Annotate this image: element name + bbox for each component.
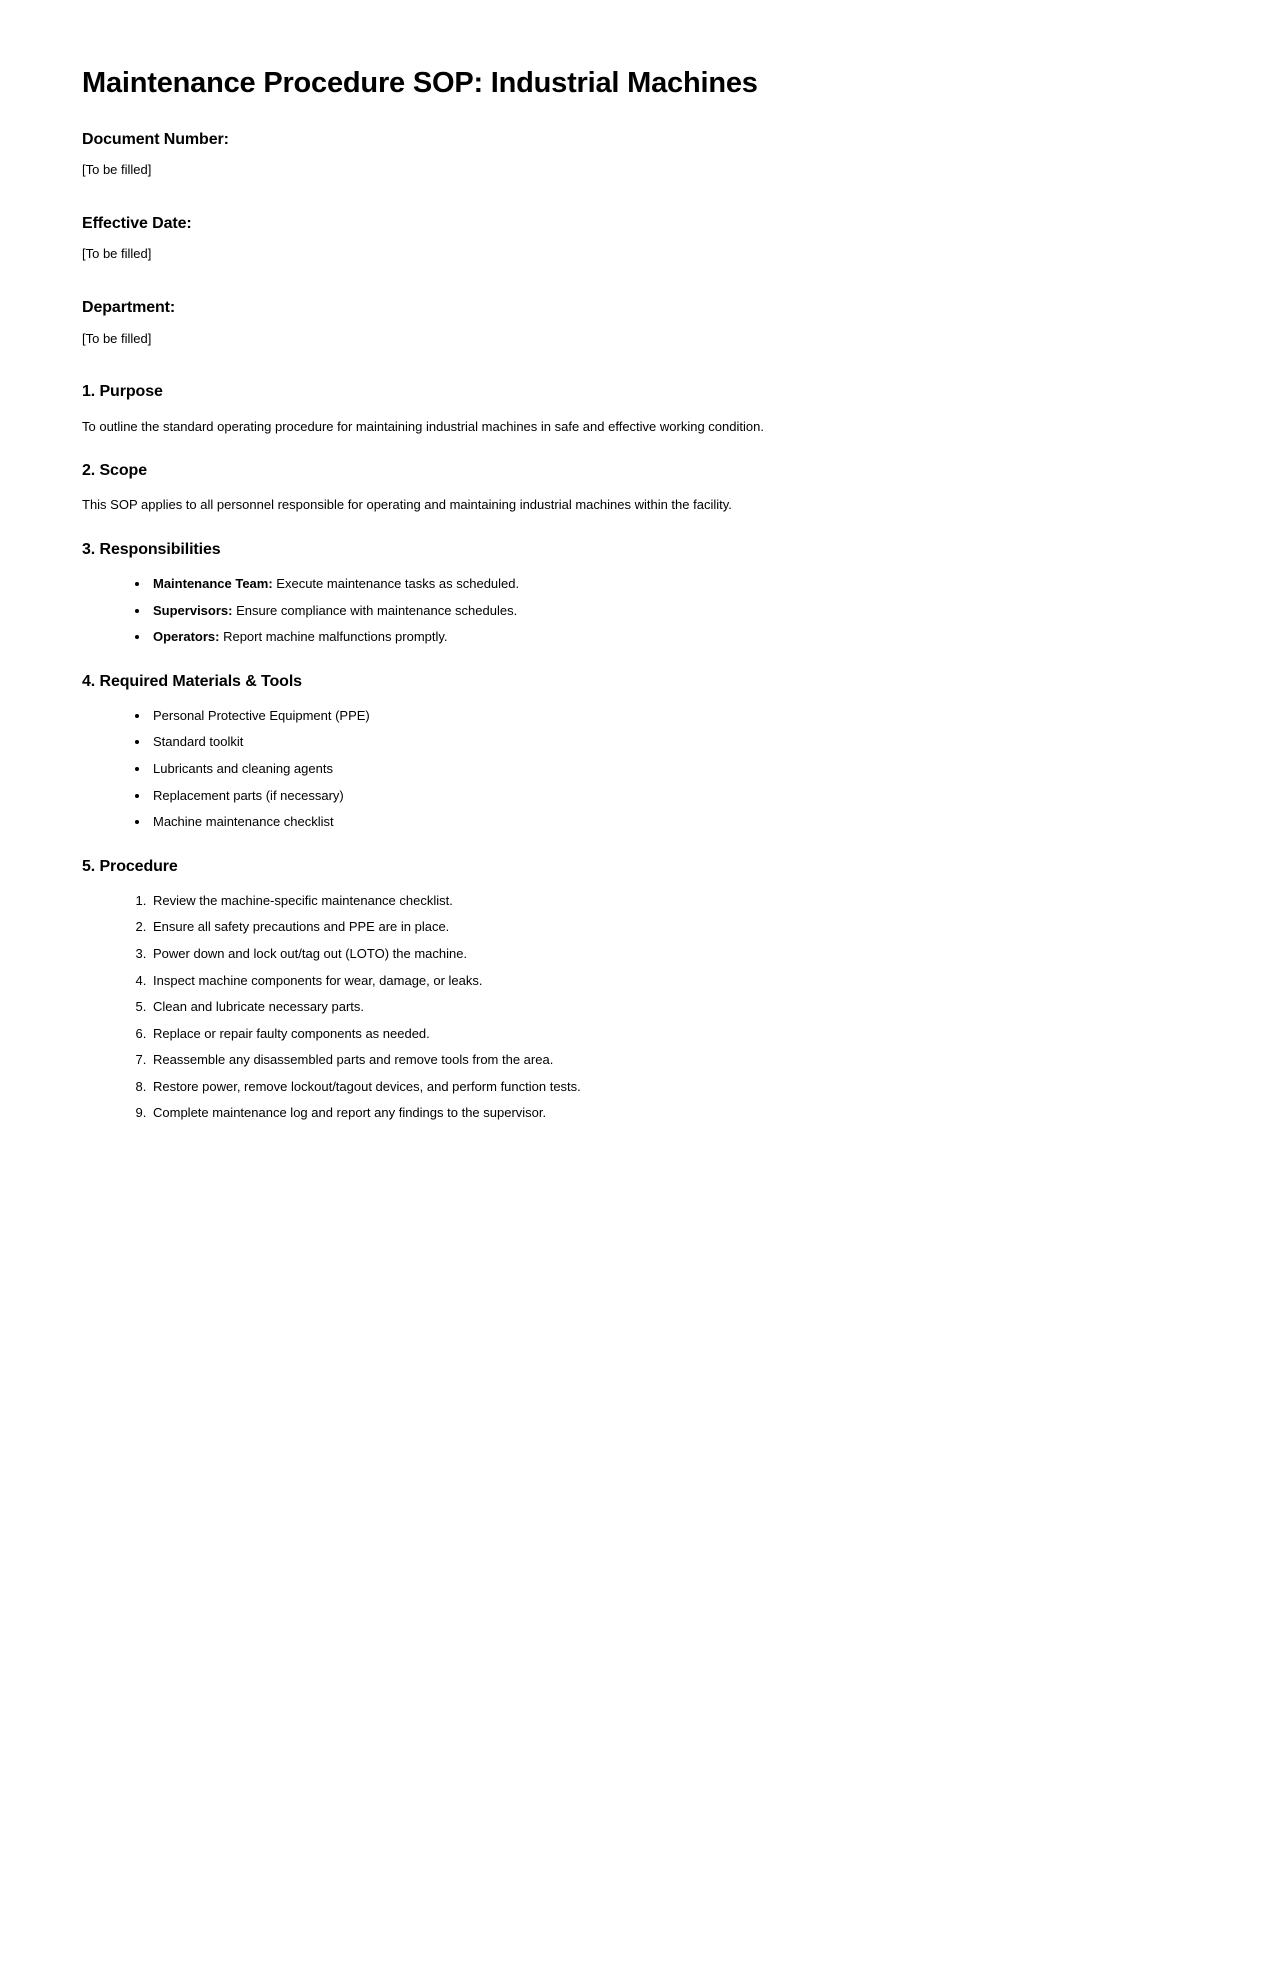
section-required-materials-tools xyxy=(82,672,1163,831)
list-item-text: Personal Protective Equipment (PPE) xyxy=(153,707,370,723)
page-whitespace xyxy=(82,1140,1163,1780)
metadata-label: Effective Date: xyxy=(82,215,192,233)
list-item-label: Maintenance Team: xyxy=(153,576,273,592)
responsibilities-list xyxy=(82,575,1163,646)
list-item xyxy=(150,575,1163,593)
list-item xyxy=(150,602,1163,620)
list-item: 2. Ensure all safety precautions and PPE are in place. xyxy=(150,918,1163,936)
list-item xyxy=(150,787,1163,805)
procedure-steps-list xyxy=(82,892,1163,1122)
list-item-label: Operators: xyxy=(153,629,220,645)
materials-tools-list xyxy=(82,707,1163,831)
list-item xyxy=(150,813,1163,831)
list-item xyxy=(150,733,1163,751)
list-item-label: Supervisors: xyxy=(153,602,233,618)
section-heading: 5. Procedure xyxy=(82,857,178,875)
list-item xyxy=(150,628,1163,646)
section-heading: 3. Responsibilities xyxy=(82,540,221,558)
list-item-text: Report machine malfunctions promptly. xyxy=(219,629,448,645)
section-purpose xyxy=(82,382,1163,435)
list-item: 8. Restore power, remove lockout/tagout devices, and perform function tests. xyxy=(150,1078,1163,1096)
metadata-field-document-number xyxy=(82,130,1163,179)
list-item-text: Machine maintenance checklist xyxy=(153,814,334,830)
list-item: 7. Reassemble any disassembled parts and remove tools from the area. xyxy=(150,1051,1163,1069)
list-item xyxy=(150,707,1163,725)
section-scope xyxy=(82,461,1163,514)
section-paragraph: This SOP applies to all personnel responsible for operating and maintaining industrial machines within the facility. xyxy=(82,497,732,513)
section-procedure xyxy=(82,857,1163,1122)
metadata-label: Department: xyxy=(82,299,176,317)
list-item: 6. Replace or repair faulty components as needed. xyxy=(150,1025,1163,1043)
metadata-label: Document Number: xyxy=(82,131,229,149)
metadata-value: [To be filled] xyxy=(82,246,152,262)
list-item: 9. Complete maintenance log and report any findings to the supervisor. xyxy=(150,1104,1163,1122)
metadata-field-department xyxy=(82,298,1163,347)
list-item xyxy=(150,760,1163,778)
list-item-text: Replacement parts (if necessary) xyxy=(153,787,344,803)
list-item: 3. Power down and lock out/tag out (LOTO) the machine. xyxy=(150,945,1163,963)
section-heading: 1. Purpose xyxy=(82,383,163,401)
list-item: 5. Clean and lubricate necessary parts. xyxy=(150,998,1163,1016)
list-item: 4. Inspect machine components for wear, damage, or leaks. xyxy=(150,972,1163,990)
section-heading: 4. Required Materials & Tools xyxy=(82,672,302,690)
list-item: 1. Review the machine-specific maintenance checklist. xyxy=(150,892,1163,910)
page-title: Maintenance Procedure SOP: Industrial Machines xyxy=(82,67,758,99)
metadata-value: [To be filled] xyxy=(82,162,152,178)
section-paragraph: To outline the standard operating procedure for maintaining industrial machines in safe and effective working condition. xyxy=(82,418,764,434)
list-item-text: Lubricants and cleaning agents xyxy=(153,761,333,777)
list-item-text: Standard toolkit xyxy=(153,734,244,750)
list-item-text: Ensure compliance with maintenance schedules. xyxy=(232,602,518,618)
list-item-text: Execute maintenance tasks as scheduled. xyxy=(272,576,520,592)
metadata-field-effective-date xyxy=(82,214,1163,263)
metadata-value: [To be filled] xyxy=(82,330,152,346)
section-responsibilities xyxy=(82,540,1163,646)
section-heading: 2. Scope xyxy=(82,462,148,480)
